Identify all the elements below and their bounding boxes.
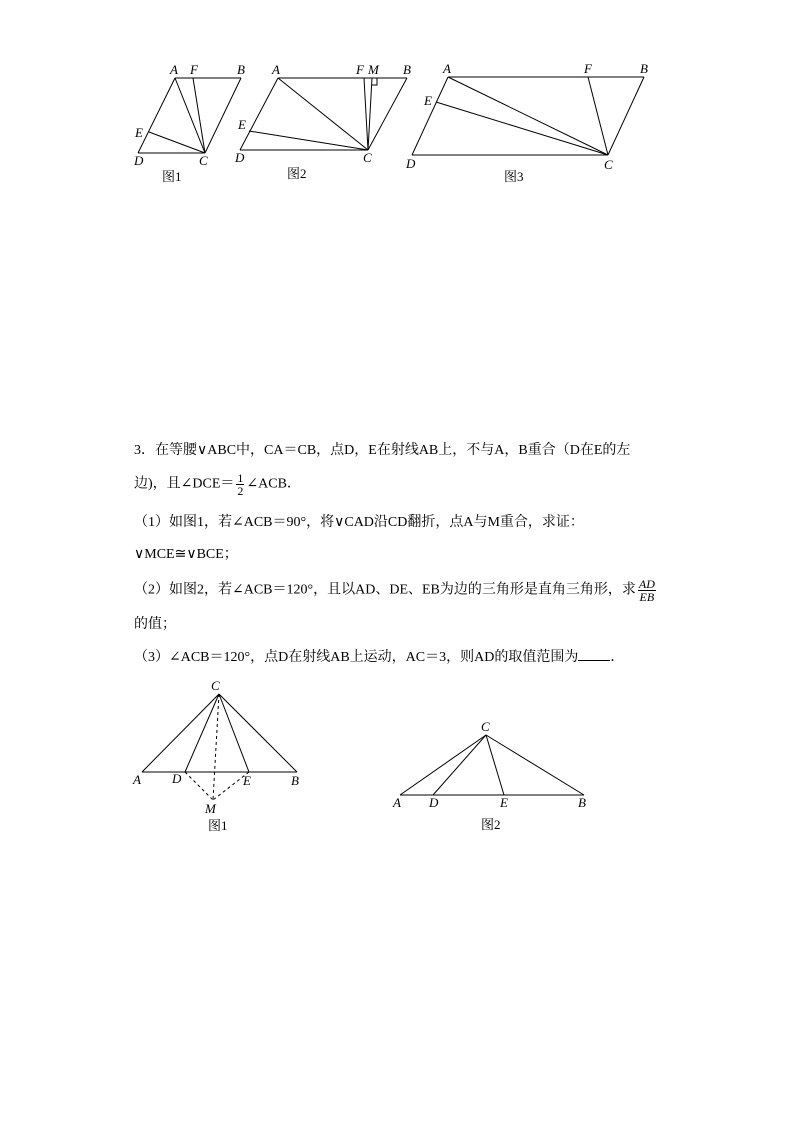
label-M: M — [368, 62, 379, 77]
bottom-figure-1 — [130, 675, 310, 840]
label-C: C — [604, 157, 613, 172]
label-C: C — [481, 719, 490, 734]
question-1-continued: ∨MCE≅∨BCE； — [134, 547, 238, 562]
label-F: F — [584, 61, 592, 76]
label-B: B — [237, 62, 245, 77]
problem-stem-line-1: 3．在等腰∨ABC中，CA＝CB，点D，E在射线AB上，不与A，B重合（D在E的左 — [134, 443, 631, 458]
label-A: A — [272, 62, 280, 77]
fraction-denominator: EB — [639, 590, 655, 604]
bottom-figure-1-lines — [142, 694, 297, 800]
label-E: E — [243, 773, 251, 788]
label-C: C — [199, 153, 208, 168]
label-A: A — [133, 772, 141, 787]
fraction-numerator: AD — [638, 577, 655, 591]
figure-caption: 图1 — [208, 818, 228, 833]
figure-caption: 图1 — [162, 169, 182, 184]
answer-blank[interactable] — [578, 646, 610, 661]
label-E: E — [238, 117, 246, 132]
top-figure-2 — [230, 55, 420, 190]
fraction-ad-eb — [638, 578, 656, 603]
label-E: E — [135, 125, 143, 140]
label-F: F — [190, 62, 198, 77]
top-figure-1-lines — [138, 78, 241, 153]
figure-caption: 图2 — [287, 166, 307, 181]
question-text: （2）如图2，若∠ACB＝120°，且以AD、DE、EB为边的三角形是直角三角形，求 — [134, 582, 636, 598]
stem-text: ∠ACB． — [246, 476, 301, 492]
top-figure-3-lines — [412, 77, 644, 155]
bottom-figure-2-lines — [400, 735, 584, 795]
label-A: A — [393, 795, 401, 810]
fraction-half — [236, 472, 244, 497]
figure-caption: 图3 — [504, 169, 524, 184]
fraction-numerator: 1 — [237, 471, 244, 485]
top-figure-3 — [400, 55, 660, 190]
bottom-figure-2 — [390, 715, 600, 840]
fraction-denominator: 2 — [237, 484, 244, 498]
label-D: D — [235, 150, 245, 165]
label-D: D — [406, 156, 416, 171]
label-F: F — [356, 62, 364, 77]
problem-stem-line-2 — [134, 472, 301, 497]
label-A: A — [170, 62, 178, 77]
label-B: B — [640, 61, 648, 76]
question-text: ． — [610, 650, 625, 665]
label-D: D — [429, 795, 439, 810]
label-B: B — [403, 62, 411, 77]
label-E: E — [500, 795, 508, 810]
label-M: M — [205, 801, 216, 816]
label-C: C — [211, 678, 220, 693]
label-D: D — [134, 153, 144, 168]
label-C: C — [363, 150, 372, 165]
question-text: （3）∠ACB＝120°，点D在射线AB上运动，AC＝3，则AD的取值范围为 — [134, 650, 579, 665]
label-B: B — [578, 795, 586, 810]
stem-text: 边)，且∠DCE＝ — [134, 476, 235, 492]
question-1: （1）如图1，若∠ACB＝90°，将∨CAD沿CD翻折，点A与M重合，求证： — [134, 515, 584, 530]
question-2-continued: 的值； — [134, 617, 176, 632]
label-B: B — [291, 773, 299, 788]
question-2 — [134, 578, 658, 603]
label-D: D — [172, 771, 182, 786]
top-figure-2-lines — [240, 78, 407, 150]
label-A: A — [443, 61, 451, 76]
question-3 — [134, 646, 624, 669]
figure-caption: 图2 — [481, 817, 501, 832]
label-E: E — [424, 93, 432, 108]
